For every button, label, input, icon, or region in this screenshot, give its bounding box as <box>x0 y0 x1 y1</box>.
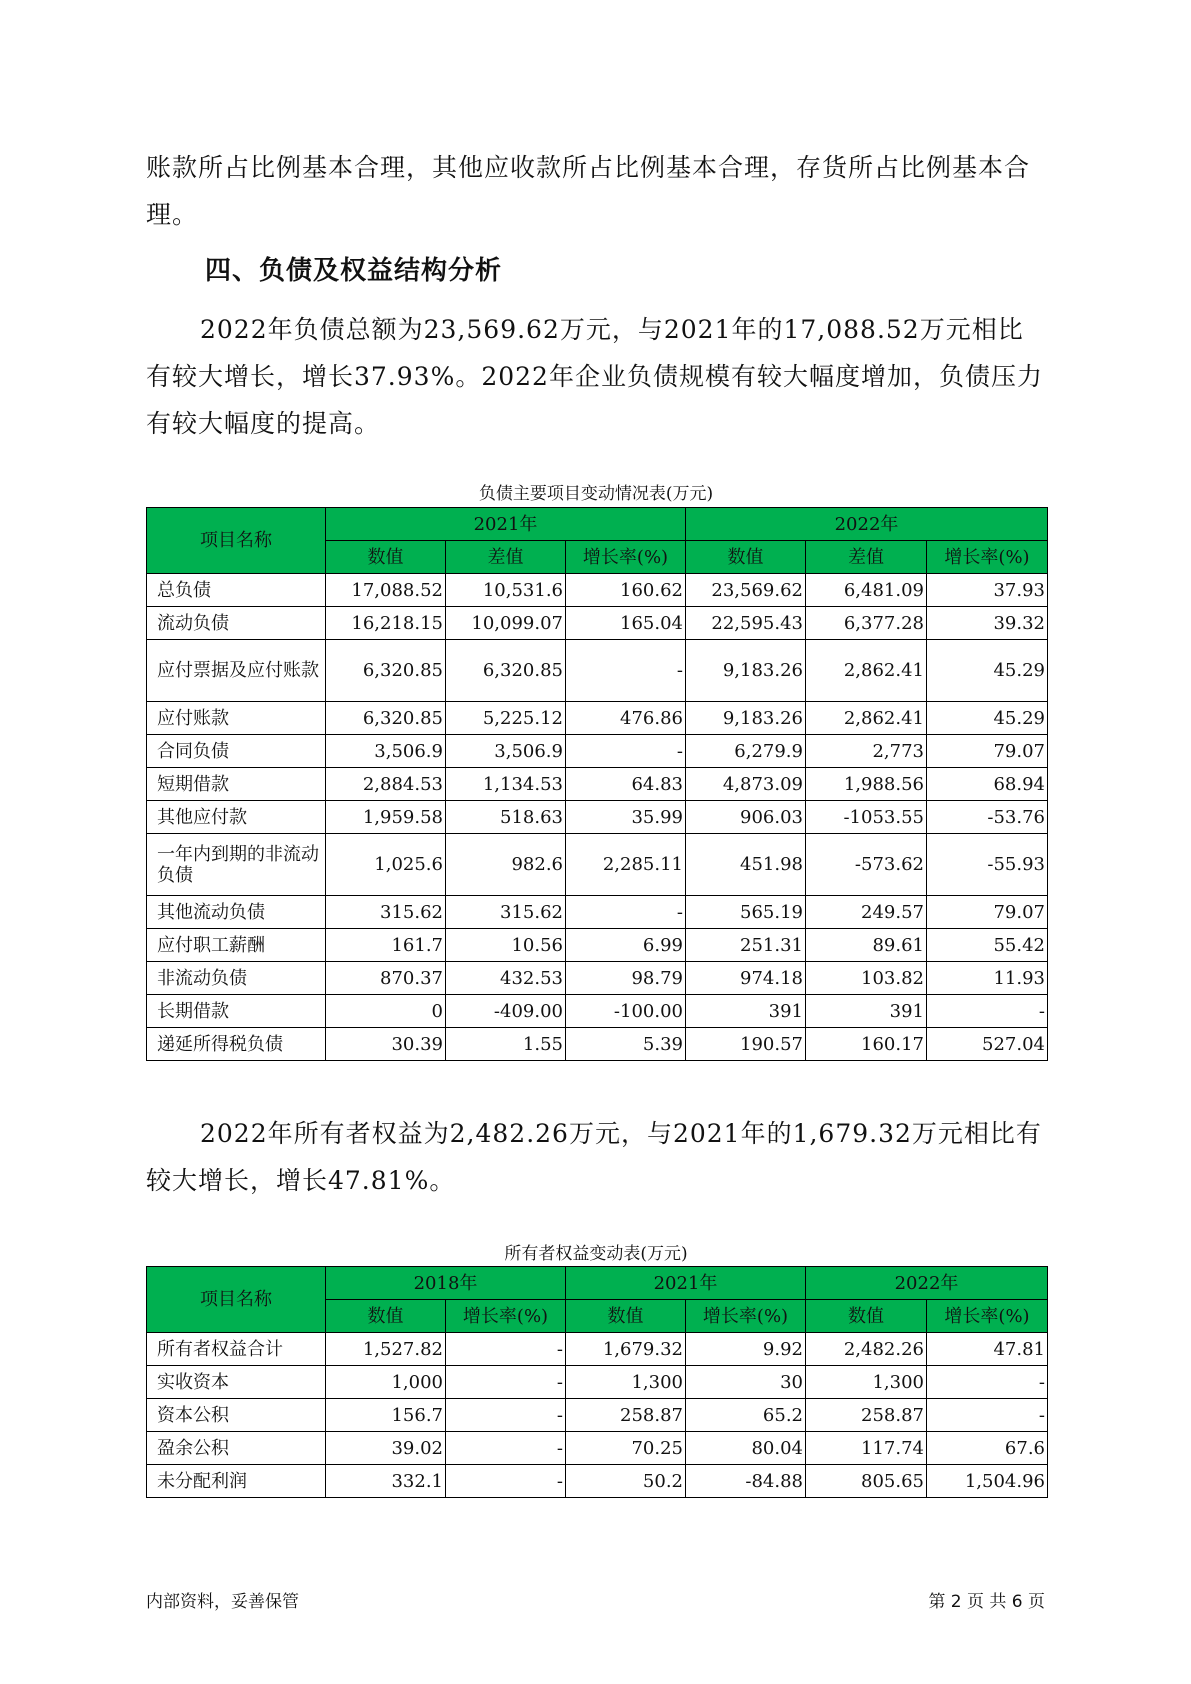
equity-table <box>146 1266 1048 1498</box>
liability-cell: 10.56 <box>446 929 566 962</box>
liability-row-label: 其他流动负债 <box>147 896 326 929</box>
equity-cell: 2,482.26 <box>806 1333 927 1366</box>
liability-sub-header: 差值 <box>446 541 566 574</box>
liability-row-label: 非流动负债 <box>147 962 326 995</box>
liability-cell: 190.57 <box>686 1028 806 1061</box>
equity-row <box>147 1366 1048 1399</box>
equity-cell: 1,504.96 <box>927 1465 1048 1498</box>
liability-cell: - <box>566 640 686 702</box>
equity-row-label: 资本公积 <box>147 1399 326 1432</box>
equity-cell: 80.04 <box>686 1432 806 1465</box>
liability-cell: 10,531.6 <box>446 574 566 607</box>
liability-cell: -53.76 <box>927 801 1048 834</box>
equity-cell: 117.74 <box>806 1432 927 1465</box>
equity-name-header: 项目名称 <box>147 1267 326 1333</box>
liability-cell: 39.32 <box>927 607 1048 640</box>
liability-cell: 315.62 <box>326 896 446 929</box>
equity-cell: - <box>927 1399 1048 1432</box>
liability-sub-header: 增长率(%) <box>566 541 686 574</box>
liability-cell: 527.04 <box>927 1028 1048 1061</box>
liability-cell: 3,506.9 <box>446 735 566 768</box>
liability-cell: 55.42 <box>927 929 1048 962</box>
liability-cell: 432.53 <box>446 962 566 995</box>
liability-name-header: 项目名称 <box>147 508 326 574</box>
liability-cell: 1,959.58 <box>326 801 446 834</box>
equity-cell: 70.25 <box>566 1432 686 1465</box>
liability-cell: - <box>566 896 686 929</box>
liability-cell: 5.39 <box>566 1028 686 1061</box>
section-heading: 四、负债及权益结构分析 <box>205 256 503 286</box>
liability-cell: 30.39 <box>326 1028 446 1061</box>
liability-cell: 391 <box>686 995 806 1028</box>
liability-row-label: 短期借款 <box>147 768 326 801</box>
equity-row <box>147 1465 1048 1498</box>
liability-row <box>147 735 1048 768</box>
equity-row-label: 未分配利润 <box>147 1465 326 1498</box>
liability-cell: 6.99 <box>566 929 686 962</box>
equity-cell: -84.88 <box>686 1465 806 1498</box>
equity-row-label: 盈余公积 <box>147 1432 326 1465</box>
liability-cell: 45.29 <box>927 640 1048 702</box>
liability-cell: 3,506.9 <box>326 735 446 768</box>
liability-row <box>147 1028 1048 1061</box>
liability-cell: 0 <box>326 995 446 1028</box>
equity-cell: 1,300 <box>566 1366 686 1399</box>
liability-cell: 1,988.56 <box>806 768 927 801</box>
equity-cell: 9.92 <box>686 1333 806 1366</box>
equity-cell: 65.2 <box>686 1399 806 1432</box>
footer-page-number: 第 2 页 共 6 页 <box>928 1592 1045 1612</box>
liability-cell: 1,134.53 <box>446 768 566 801</box>
liability-row <box>147 768 1048 801</box>
equity-cell: 156.7 <box>326 1399 446 1432</box>
liability-row <box>147 574 1048 607</box>
liability-cell: 11.93 <box>927 962 1048 995</box>
equity-cell: 1,527.82 <box>326 1333 446 1366</box>
liability-cell: 79.07 <box>927 735 1048 768</box>
liability-row <box>147 607 1048 640</box>
liability-cell: 9,183.26 <box>686 640 806 702</box>
liability-sub-header: 差值 <box>806 541 927 574</box>
liability-cell: -1053.55 <box>806 801 927 834</box>
liability-row-label: 应付票据及应付账款 <box>147 640 326 702</box>
liability-cell: -100.00 <box>566 995 686 1028</box>
liability-cell: 160.17 <box>806 1028 927 1061</box>
equity-paragraph: 2022年所有者权益为2,482.26万元，与2021年的1,679.32万元相比有较大增长，增长47.81%。 <box>146 1119 1042 1195</box>
liability-cell: 2,884.53 <box>326 768 446 801</box>
liability-row <box>147 801 1048 834</box>
liability-cell: 2,285.11 <box>566 834 686 896</box>
liability-cell: 391 <box>806 995 927 1028</box>
liability-cell: 6,320.85 <box>326 702 446 735</box>
liability-cell: 35.99 <box>566 801 686 834</box>
liability-table-caption: 负债主要项目变动情况表(万元) <box>478 484 714 504</box>
equity-cell: - <box>446 1366 566 1399</box>
liability-cell: 6,481.09 <box>806 574 927 607</box>
liability-cell: 68.94 <box>927 768 1048 801</box>
liability-cell: 9,183.26 <box>686 702 806 735</box>
equity-cell: 805.65 <box>806 1465 927 1498</box>
liability-cell: 2,862.41 <box>806 702 927 735</box>
liability-row-label: 应付职工薪酬 <box>147 929 326 962</box>
liability-year-header: 2021年 <box>326 508 686 541</box>
equity-row-label: 实收资本 <box>147 1366 326 1399</box>
equity-cell: 39.02 <box>326 1432 446 1465</box>
equity-sub-header: 增长率(%) <box>686 1300 806 1333</box>
liability-sub-header: 数值 <box>326 541 446 574</box>
liability-cell: - <box>566 735 686 768</box>
equity-cell: 67.6 <box>927 1432 1048 1465</box>
liability-cell: 165.04 <box>566 607 686 640</box>
equity-cell: - <box>446 1465 566 1498</box>
equity-cell: 1,300 <box>806 1366 927 1399</box>
equity-cell: 50.2 <box>566 1465 686 1498</box>
equity-cell: 1,679.32 <box>566 1333 686 1366</box>
liability-cell: 64.83 <box>566 768 686 801</box>
liability-cell: 249.57 <box>806 896 927 929</box>
equity-row <box>147 1333 1048 1366</box>
equity-cell: 30 <box>686 1366 806 1399</box>
equity-cell: - <box>446 1333 566 1366</box>
liability-sub-header: 增长率(%) <box>927 541 1048 574</box>
liability-cell: 98.79 <box>566 962 686 995</box>
liability-cell: 974.18 <box>686 962 806 995</box>
equity-year-header: 2018年 <box>326 1267 566 1300</box>
liability-cell: 2,862.41 <box>806 640 927 702</box>
liability-cell: 10,099.07 <box>446 607 566 640</box>
liability-sub-header: 数值 <box>686 541 806 574</box>
liability-cell: 2,773 <box>806 735 927 768</box>
equity-row-label: 所有者权益合计 <box>147 1333 326 1366</box>
liability-cell: 45.29 <box>927 702 1048 735</box>
liability-cell: 906.03 <box>686 801 806 834</box>
liability-cell: 982.6 <box>446 834 566 896</box>
liability-row-label: 合同负债 <box>147 735 326 768</box>
liability-paragraph: 2022年负债总额为23,569.62万元，与2021年的17,088.52万元相比有较大增长，增长37.93%。2022年企业负债规模有较大幅度增加，负债压力有较大幅度的提高。 <box>146 315 1043 438</box>
liability-cell: 16,218.15 <box>326 607 446 640</box>
equity-cell: 47.81 <box>927 1333 1048 1366</box>
equity-row <box>147 1399 1048 1432</box>
liability-cell: 6,320.85 <box>446 640 566 702</box>
liability-cell: 4,873.09 <box>686 768 806 801</box>
equity-row <box>147 1432 1048 1465</box>
liability-row <box>147 834 1048 896</box>
liability-row <box>147 929 1048 962</box>
liability-row-label: 递延所得税负债 <box>147 1028 326 1061</box>
equity-cell: - <box>446 1399 566 1432</box>
liability-cell: - <box>927 995 1048 1028</box>
liability-row-label: 应付账款 <box>147 702 326 735</box>
liability-row-label: 流动负债 <box>147 607 326 640</box>
liability-cell: 518.63 <box>446 801 566 834</box>
liability-cell: 5,225.12 <box>446 702 566 735</box>
liability-row <box>147 962 1048 995</box>
liability-cell: 89.61 <box>806 929 927 962</box>
equity-table-caption: 所有者权益变动表(万元) <box>504 1244 688 1264</box>
equity-sub-header: 增长率(%) <box>927 1300 1048 1333</box>
equity-sub-header: 数值 <box>326 1300 446 1333</box>
footer-confidential-note: 内部资料，妥善保管 <box>146 1592 299 1612</box>
equity-sub-header: 数值 <box>806 1300 927 1333</box>
liability-cell: 315.62 <box>446 896 566 929</box>
equity-cell: - <box>446 1432 566 1465</box>
liability-row <box>147 640 1048 702</box>
equity-cell: 332.1 <box>326 1465 446 1498</box>
liability-cell: 1.55 <box>446 1028 566 1061</box>
intro-paragraph: 账款所占比例基本合理，其他应收款所占比例基本合理，存货所占比例基本合理。 <box>146 153 1031 229</box>
liability-cell: 22,595.43 <box>686 607 806 640</box>
liability-cell: 6,377.28 <box>806 607 927 640</box>
liability-row <box>147 896 1048 929</box>
liability-row <box>147 702 1048 735</box>
equity-cell: - <box>927 1366 1048 1399</box>
liability-cell: 160.62 <box>566 574 686 607</box>
liability-cell: 451.98 <box>686 834 806 896</box>
liability-row-label: 其他应付款 <box>147 801 326 834</box>
liability-row-label: 总负债 <box>147 574 326 607</box>
equity-cell: 258.87 <box>806 1399 927 1432</box>
liability-row <box>147 995 1048 1028</box>
liability-cell: 565.19 <box>686 896 806 929</box>
equity-cell: 1,000 <box>326 1366 446 1399</box>
equity-sub-header: 数值 <box>566 1300 686 1333</box>
liability-cell: 6,320.85 <box>326 640 446 702</box>
liability-row-label: 长期借款 <box>147 995 326 1028</box>
liability-year-header: 2022年 <box>686 508 1048 541</box>
liability-table <box>146 507 1048 1061</box>
liability-cell: 37.93 <box>927 574 1048 607</box>
liability-cell: 79.07 <box>927 896 1048 929</box>
equity-year-header: 2021年 <box>566 1267 806 1300</box>
equity-year-header: 2022年 <box>806 1267 1048 1300</box>
liability-cell: 870.37 <box>326 962 446 995</box>
liability-cell: 161.7 <box>326 929 446 962</box>
liability-cell: -573.62 <box>806 834 927 896</box>
liability-cell: 23,569.62 <box>686 574 806 607</box>
liability-cell: 476.86 <box>566 702 686 735</box>
liability-cell: 1,025.6 <box>326 834 446 896</box>
equity-cell: 258.87 <box>566 1399 686 1432</box>
liability-row-label: 一年内到期的非流动负债 <box>147 834 326 896</box>
liability-cell: -409.00 <box>446 995 566 1028</box>
equity-sub-header: 增长率(%) <box>446 1300 566 1333</box>
liability-cell: -55.93 <box>927 834 1048 896</box>
liability-cell: 17,088.52 <box>326 574 446 607</box>
liability-cell: 103.82 <box>806 962 927 995</box>
liability-cell: 251.31 <box>686 929 806 962</box>
liability-cell: 6,279.9 <box>686 735 806 768</box>
